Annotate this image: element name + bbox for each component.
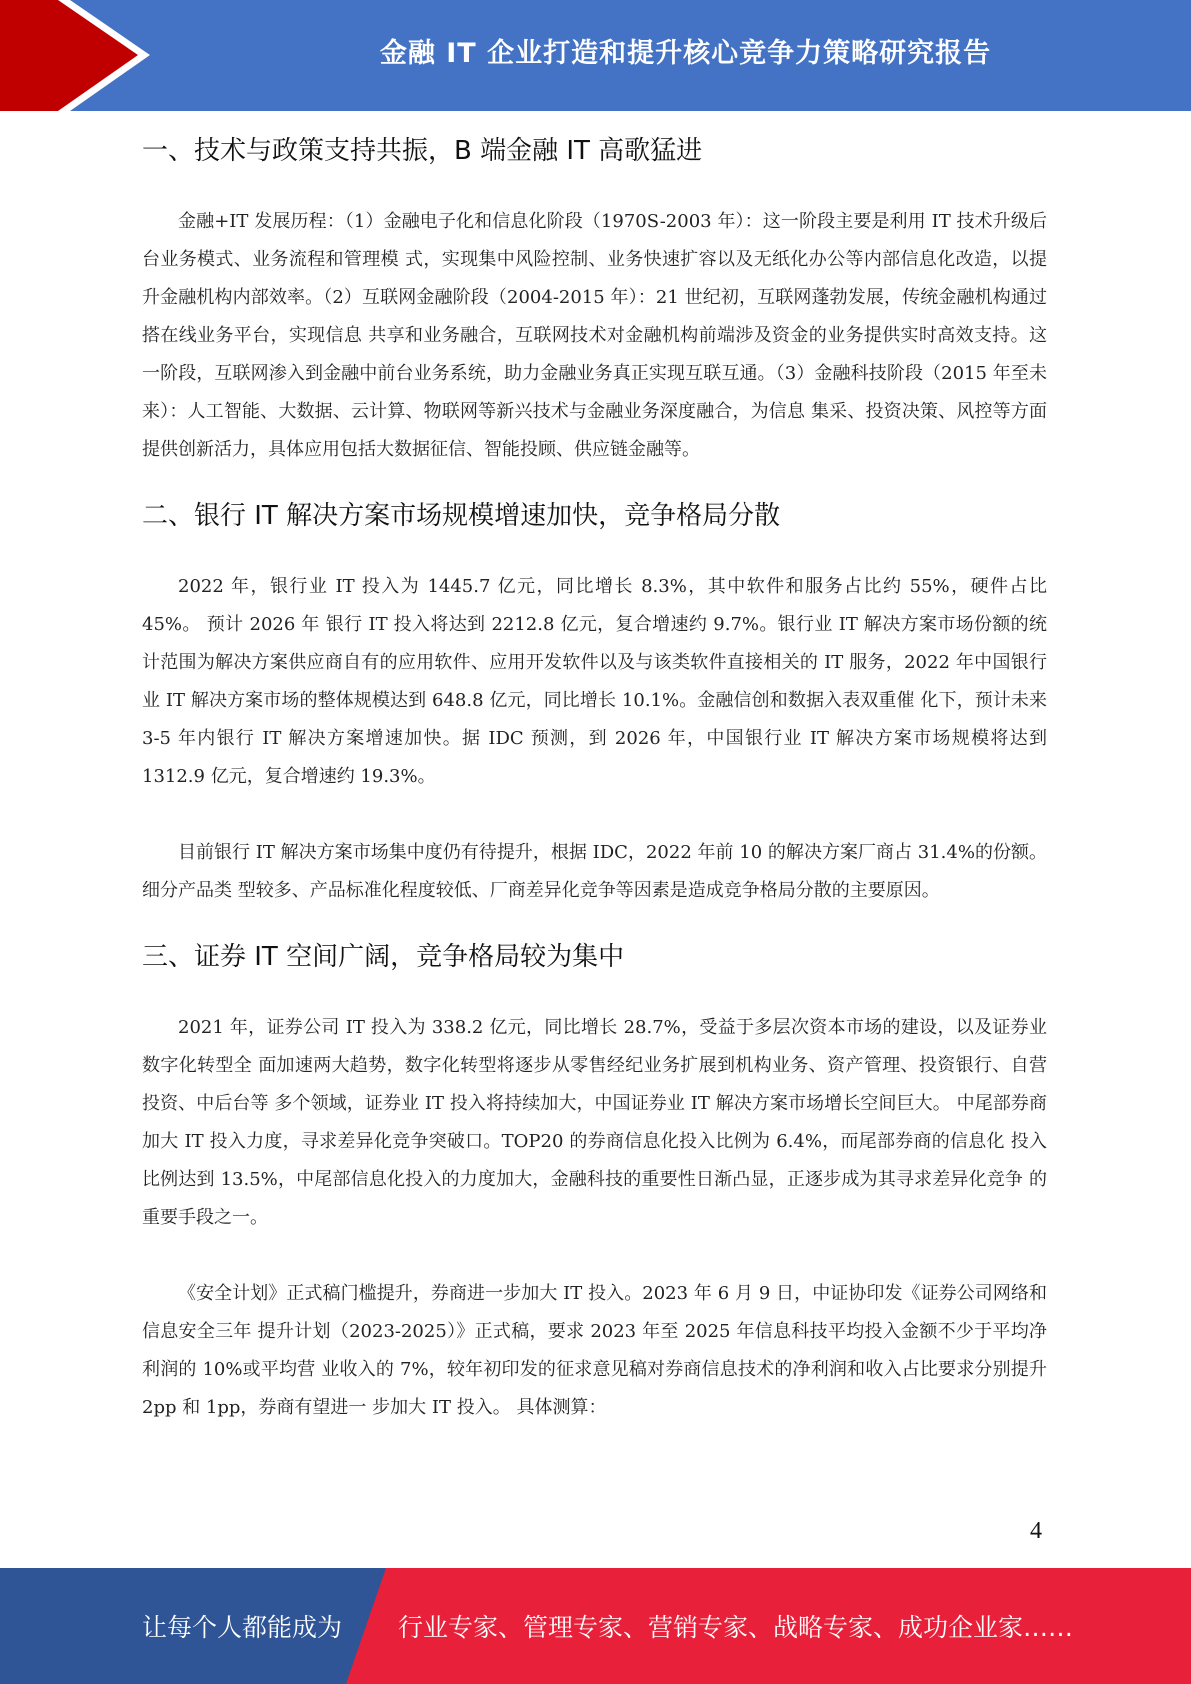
footer-slogan-left: 让每个人都能成为 xyxy=(142,1613,343,1642)
document-body xyxy=(142,128,1047,1427)
document-title: 金融 IT 企业打造和提升核心竞争力策略研究报告 xyxy=(379,37,992,69)
section-heading-2: 二、银行 IT 解决方案市场规模增速加快，竞争格局分散 xyxy=(142,501,781,531)
section-heading-3: 三、证券 IT 空间广阔，竞争格局较为集中 xyxy=(142,942,625,972)
section-3-paragraph-1: 2021 年，证券公司 IT 投入为 338.2 亿元，同比增长 28.7%，受益于多层次资本市场的建设，以及证券业数字化转型全 面加速两大趋势，数字化转型将逐步从零售经纪业务扩展到机构业务、资产管理、投资银行、自营投资、中后台等 多个领域，证券业 IT 投入将持续加大，中国证券业 IT 解决方案市场增长空间巨大。 中尾部券商加大 IT 投入力度，寻求差异化竞争突破口。TOP20 的券商信息化投入比例为 6.4%，而尾部券商的信息化 投入比例达到 13.5%，中尾部信息化投入的力度加大，金融科技的重要性日渐凸显，正逐步成为其寻求差异化竞争 的重要手段之一。 xyxy=(142,1017,1047,1228)
section-2-paragraph-2: 目前银行 IT 解决方案市场集中度仍有待提升，根据 IDC，2022 年前 10 的解决方案厂商占 31.4%的份额。细分产品类 型较多、产品标准化程度较低、厂商差异化竞争等因素是造成竞争格局分散的主要原因。 xyxy=(142,842,1047,901)
page-number: 4 xyxy=(1030,1518,1042,1544)
chevron-arrow-icon xyxy=(0,0,160,111)
section-1-paragraph-1: 金融+IT 发展历程：（1）金融电子化和信息化阶段（1970S-2003 年）：这一阶段主要是利用 IT 技术升级后台业务模式、业务流程和管理模 式，实现集中风险控制、业务快速扩容以及无纸化办公等内部信息化改造，以提升金融机构内部效率。（2）互联网金融阶段（2004-2015 年）：21 世纪初，互联网蓬勃发展，传统金融机构通过搭在线业务平台，实现信息 共享和业务融合，互联网技术对金融机构前端涉及资金的业务提供实时高效支持。这一阶段，互联网渗入到金融中前台业务系统，助力金融业务真正实现互联互通。（3）金融科技阶段（2015 年至未来）：人工智能、大数据、云计算、物联网等新兴技术与金融业务深度融合，为信息 集采、投资决策、风控等方面提供创新活力，具体应用包括大数据征信、智能投顾、供应链金融等。 xyxy=(142,211,1047,460)
header-bar xyxy=(0,0,1191,111)
section-3-paragraph-2: 《安全计划》正式稿门槛提升，券商进一步加大 IT 投入。2023 年 6 月 9 日，中证协印发《证券公司网络和信息安全三年 提升计划（2023-2025）》正式稿，要求 2023 年至 2025 年信息科技平均投入金额不少于平均净利润的 10%或平均营 业收入的 7%，较年初印发的征求意见稿对券商信息技术的净利润和收入占比要求分别提升 2pp 和 1pp，券商有望进一 步加大 IT 投入。 具体测算： xyxy=(142,1283,1047,1418)
footer-slogan-right: 行业专家、管理专家、营销专家、战略专家、成功企业家…… xyxy=(398,1613,1074,1642)
section-2-paragraph-1: 2022 年，银行业 IT 投入为 1445.7 亿元，同比增长 8.3%，其中软件和服务占比约 55%，硬件占比 45%。 预计 2026 年 银行 IT 投入将达到 2212.8 亿元，复合增速约 9.7%。银行业 IT 解决方案市场份额的统计范围为解决方案供应商自有的应用软件、应用开发软件以及与该类软件直接相关的 IT 服务，2022 年中国银行业 IT 解决方案市场的整体规模达到 648.8 亿元，同比增长 10.1%。金融信创和数据入表双重催 化下，预计未来 3-5 年内银行 IT 解决方案增速加快。据 IDC 预测，到 2026 年，中国银行业 IT 解决方案市场规模将达到 1312.9 亿元，复合增速约 19.3%。 xyxy=(142,576,1047,787)
section-heading-1: 一、技术与政策支持共振，B 端金融 IT 高歌猛进 xyxy=(142,136,703,166)
footer-banner xyxy=(0,1568,1191,1684)
